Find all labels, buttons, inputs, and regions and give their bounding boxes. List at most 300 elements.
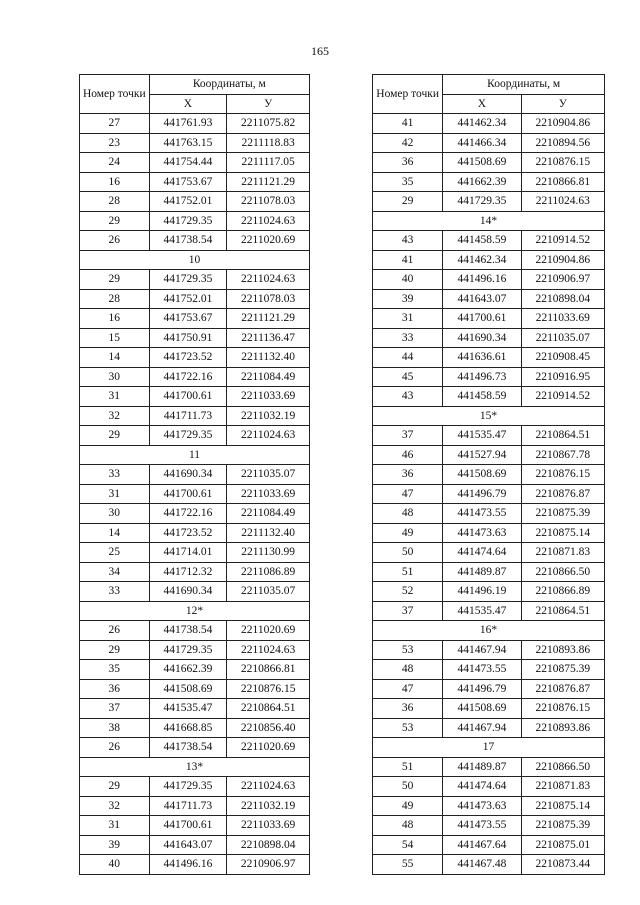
point-number-cell: 29 <box>373 192 443 212</box>
y-coordinate-cell: 2210875.39 <box>521 660 604 680</box>
point-number-cell: 49 <box>373 796 443 816</box>
group-label: 13* <box>80 757 310 777</box>
table-row <box>80 289 310 309</box>
y-coordinate-cell: 2210866.81 <box>521 172 604 192</box>
y-coordinate-cell: 2210873.44 <box>521 855 604 875</box>
x-coordinate-cell: 441508.69 <box>443 465 521 485</box>
group-label: 10 <box>80 250 310 270</box>
x-coordinate-cell: 441753.67 <box>149 172 227 192</box>
x-coordinate-cell: 441496.19 <box>443 582 521 602</box>
y-coordinate-cell: 2211121.29 <box>227 309 310 329</box>
table-row <box>373 582 605 602</box>
point-number-cell: 37 <box>373 426 443 446</box>
table-row <box>373 231 605 251</box>
y-coordinate-cell: 2210876.15 <box>521 153 604 173</box>
y-coordinate-cell: 2211035.07 <box>227 582 310 602</box>
header-y: У <box>227 94 310 114</box>
x-coordinate-cell: 441496.79 <box>443 484 521 504</box>
x-coordinate-cell: 441462.34 <box>443 250 521 270</box>
table-row <box>80 621 310 641</box>
table-row <box>373 133 605 153</box>
table-row <box>80 211 310 231</box>
y-coordinate-cell: 2211033.69 <box>521 309 604 329</box>
x-coordinate-cell: 441508.69 <box>443 153 521 173</box>
x-coordinate-cell: 441754.44 <box>149 153 227 173</box>
y-coordinate-cell: 2210871.83 <box>521 777 604 797</box>
table-row <box>373 601 605 621</box>
x-coordinate-cell: 441700.61 <box>149 484 227 504</box>
point-number-cell: 29 <box>80 270 150 290</box>
y-coordinate-cell: 2211020.69 <box>227 231 310 251</box>
y-coordinate-cell: 2211130.99 <box>227 543 310 563</box>
point-number-cell: 16 <box>80 172 150 192</box>
y-coordinate-cell: 2211035.07 <box>227 465 310 485</box>
y-coordinate-cell: 2210864.51 <box>227 699 310 719</box>
table-row <box>373 367 605 387</box>
point-number-cell: 29 <box>80 426 150 446</box>
y-coordinate-cell: 2211084.49 <box>227 367 310 387</box>
x-coordinate-cell: 441535.47 <box>443 601 521 621</box>
x-coordinate-cell: 441700.61 <box>443 309 521 329</box>
y-coordinate-cell: 2211121.29 <box>227 172 310 192</box>
y-coordinate-cell: 2211132.40 <box>227 523 310 543</box>
table-row <box>80 484 310 504</box>
point-number-cell: 14 <box>80 523 150 543</box>
x-coordinate-cell: 441700.61 <box>149 816 227 836</box>
group-row <box>373 738 605 758</box>
point-number-cell: 14 <box>80 348 150 368</box>
x-coordinate-cell: 441467.48 <box>443 855 521 875</box>
table-row <box>373 465 605 485</box>
point-number-cell: 44 <box>373 348 443 368</box>
table-row <box>373 679 605 699</box>
y-coordinate-cell: 2211033.69 <box>227 484 310 504</box>
table-row <box>373 718 605 738</box>
x-coordinate-cell: 441761.93 <box>149 114 227 134</box>
point-number-cell: 47 <box>373 484 443 504</box>
table-row <box>80 796 310 816</box>
y-coordinate-cell: 2210904.86 <box>521 114 604 134</box>
point-number-cell: 31 <box>80 484 150 504</box>
point-number-cell: 48 <box>373 660 443 680</box>
point-number-cell: 39 <box>373 289 443 309</box>
group-label: 11 <box>80 445 310 465</box>
x-coordinate-cell: 441467.64 <box>443 835 521 855</box>
x-coordinate-cell: 441729.35 <box>149 211 227 231</box>
x-coordinate-cell: 441458.59 <box>443 387 521 407</box>
group-row <box>80 601 310 621</box>
point-number-cell: 50 <box>373 543 443 563</box>
y-coordinate-cell: 2210864.51 <box>521 601 604 621</box>
y-coordinate-cell: 2211032.19 <box>227 796 310 816</box>
header-point-number: Номер точки <box>80 75 150 114</box>
group-label: 15* <box>373 406 605 426</box>
group-row <box>373 211 605 231</box>
table-row <box>373 855 605 875</box>
y-coordinate-cell: 2211024.63 <box>227 426 310 446</box>
y-coordinate-cell: 2211117.05 <box>227 153 310 173</box>
coordinates-table-left <box>79 74 310 875</box>
point-number-cell: 35 <box>80 660 150 680</box>
point-number-cell: 30 <box>80 367 150 387</box>
group-row <box>80 250 310 270</box>
x-coordinate-cell: 441700.61 <box>149 387 227 407</box>
x-coordinate-cell: 441496.73 <box>443 367 521 387</box>
x-coordinate-cell: 441474.64 <box>443 543 521 563</box>
y-coordinate-cell: 2210908.45 <box>521 348 604 368</box>
x-coordinate-cell: 441662.39 <box>149 660 227 680</box>
point-number-cell: 43 <box>373 387 443 407</box>
table-row <box>373 640 605 660</box>
x-coordinate-cell: 441473.55 <box>443 816 521 836</box>
table-row <box>373 543 605 563</box>
y-coordinate-cell: 2211024.63 <box>227 777 310 797</box>
point-number-cell: 26 <box>80 738 150 758</box>
y-coordinate-cell: 2210914.52 <box>521 231 604 251</box>
y-coordinate-cell: 2211086.89 <box>227 562 310 582</box>
point-number-cell: 36 <box>373 153 443 173</box>
table-row <box>373 777 605 797</box>
y-coordinate-cell: 2211024.63 <box>521 192 604 212</box>
x-coordinate-cell: 441723.52 <box>149 348 227 368</box>
y-coordinate-cell: 2210875.39 <box>521 816 604 836</box>
table-row <box>80 465 310 485</box>
point-number-cell: 53 <box>373 718 443 738</box>
table-row <box>80 426 310 446</box>
x-coordinate-cell: 441535.47 <box>149 699 227 719</box>
table-row <box>373 816 605 836</box>
x-coordinate-cell: 441458.59 <box>443 231 521 251</box>
table-row <box>373 114 605 134</box>
y-coordinate-cell: 2210894.56 <box>521 133 604 153</box>
table-row <box>80 777 310 797</box>
point-number-cell: 27 <box>80 114 150 134</box>
table-row <box>373 309 605 329</box>
table-row <box>80 348 310 368</box>
x-coordinate-cell: 441752.01 <box>149 289 227 309</box>
point-number-cell: 36 <box>373 699 443 719</box>
x-coordinate-cell: 441729.35 <box>149 777 227 797</box>
x-coordinate-cell: 441729.35 <box>149 426 227 446</box>
point-number-cell: 43 <box>373 231 443 251</box>
y-coordinate-cell: 2211024.63 <box>227 640 310 660</box>
x-coordinate-cell: 441763.15 <box>149 133 227 153</box>
point-number-cell: 32 <box>80 406 150 426</box>
point-number-cell: 29 <box>80 777 150 797</box>
point-number-cell: 25 <box>80 543 150 563</box>
point-number-cell: 50 <box>373 777 443 797</box>
x-coordinate-cell: 441711.73 <box>149 796 227 816</box>
group-label: 17 <box>373 738 605 758</box>
y-coordinate-cell: 2211075.82 <box>227 114 310 134</box>
x-coordinate-cell: 441466.34 <box>443 133 521 153</box>
point-number-cell: 49 <box>373 523 443 543</box>
point-number-cell: 46 <box>373 445 443 465</box>
y-coordinate-cell: 2210876.15 <box>521 699 604 719</box>
x-coordinate-cell: 441473.55 <box>443 504 521 524</box>
y-coordinate-cell: 2211024.63 <box>227 270 310 290</box>
table-row <box>80 231 310 251</box>
y-coordinate-cell: 2210856.40 <box>227 718 310 738</box>
point-number-cell: 33 <box>80 465 150 485</box>
table-row <box>80 367 310 387</box>
point-number-cell: 33 <box>80 582 150 602</box>
table-row <box>373 523 605 543</box>
y-coordinate-cell: 2211118.83 <box>227 133 310 153</box>
table-row <box>80 133 310 153</box>
x-coordinate-cell: 441508.69 <box>149 679 227 699</box>
table-row <box>373 562 605 582</box>
x-coordinate-cell: 441473.63 <box>443 523 521 543</box>
point-number-cell: 54 <box>373 835 443 855</box>
x-coordinate-cell: 441729.35 <box>149 270 227 290</box>
y-coordinate-cell: 2211032.19 <box>227 406 310 426</box>
x-coordinate-cell: 441712.32 <box>149 562 227 582</box>
y-coordinate-cell: 2210914.52 <box>521 387 604 407</box>
point-number-cell: 33 <box>373 328 443 348</box>
y-coordinate-cell: 2210866.50 <box>521 562 604 582</box>
y-coordinate-cell: 2211136.47 <box>227 328 310 348</box>
point-number-cell: 31 <box>80 387 150 407</box>
x-coordinate-cell: 441753.67 <box>149 309 227 329</box>
point-number-cell: 40 <box>373 270 443 290</box>
table-row <box>373 153 605 173</box>
point-number-cell: 55 <box>373 855 443 875</box>
page-number: 165 <box>311 44 329 58</box>
table-row <box>373 192 605 212</box>
table-row <box>80 640 310 660</box>
table-row <box>373 250 605 270</box>
point-number-cell: 23 <box>80 133 150 153</box>
table-row <box>80 114 310 134</box>
table-row <box>80 328 310 348</box>
table-row <box>80 582 310 602</box>
point-number-cell: 31 <box>373 309 443 329</box>
x-coordinate-cell: 441496.79 <box>443 679 521 699</box>
table-row <box>80 718 310 738</box>
x-coordinate-cell: 441643.07 <box>443 289 521 309</box>
y-coordinate-cell: 2211033.69 <box>227 816 310 836</box>
point-number-cell: 28 <box>80 289 150 309</box>
point-number-cell: 37 <box>373 601 443 621</box>
point-number-cell: 52 <box>373 582 443 602</box>
table-row <box>80 387 310 407</box>
y-coordinate-cell: 2210906.97 <box>521 270 604 290</box>
y-coordinate-cell: 2210867.78 <box>521 445 604 465</box>
table-row <box>373 757 605 777</box>
point-number-cell: 36 <box>373 465 443 485</box>
point-number-cell: 48 <box>373 816 443 836</box>
y-coordinate-cell: 2210864.51 <box>521 426 604 446</box>
point-number-cell: 29 <box>80 640 150 660</box>
group-label: 16* <box>373 621 605 641</box>
y-coordinate-cell: 2211084.49 <box>227 504 310 524</box>
group-row <box>80 445 310 465</box>
table-row <box>373 348 605 368</box>
y-coordinate-cell: 2210898.04 <box>227 835 310 855</box>
x-coordinate-cell: 441750.91 <box>149 328 227 348</box>
point-number-cell: 34 <box>80 562 150 582</box>
table-row <box>80 523 310 543</box>
x-coordinate-cell: 441467.94 <box>443 718 521 738</box>
point-number-cell: 28 <box>80 192 150 212</box>
y-coordinate-cell: 2210875.14 <box>521 523 604 543</box>
point-number-cell: 36 <box>80 679 150 699</box>
header-point-number: Номер точки <box>373 75 443 114</box>
x-coordinate-cell: 441722.16 <box>149 367 227 387</box>
y-coordinate-cell: 2210866.89 <box>521 582 604 602</box>
group-label: 12* <box>80 601 310 621</box>
table-row <box>80 153 310 173</box>
point-number-cell: 31 <box>80 816 150 836</box>
point-number-cell: 41 <box>373 114 443 134</box>
x-coordinate-cell: 441508.69 <box>443 699 521 719</box>
x-coordinate-cell: 441690.34 <box>149 582 227 602</box>
table-row <box>80 562 310 582</box>
table-row <box>80 738 310 758</box>
table-row <box>373 328 605 348</box>
x-coordinate-cell: 441714.01 <box>149 543 227 563</box>
y-coordinate-cell: 2210906.97 <box>227 855 310 875</box>
x-coordinate-cell: 441752.01 <box>149 192 227 212</box>
x-coordinate-cell: 441535.47 <box>443 426 521 446</box>
table-row <box>80 309 310 329</box>
table-row <box>373 289 605 309</box>
x-coordinate-cell: 441723.52 <box>149 523 227 543</box>
header-y: У <box>521 94 604 114</box>
header-x: Х <box>443 94 521 114</box>
table-row <box>80 270 310 290</box>
y-coordinate-cell: 2210904.86 <box>521 250 604 270</box>
table-row <box>80 835 310 855</box>
point-number-cell: 37 <box>80 699 150 719</box>
x-coordinate-cell: 441711.73 <box>149 406 227 426</box>
point-number-cell: 47 <box>373 679 443 699</box>
table-row <box>80 699 310 719</box>
y-coordinate-cell: 2210876.15 <box>227 679 310 699</box>
x-coordinate-cell: 441636.61 <box>443 348 521 368</box>
point-number-cell: 42 <box>373 133 443 153</box>
x-coordinate-cell: 441489.87 <box>443 562 521 582</box>
point-number-cell: 35 <box>373 172 443 192</box>
group-row <box>373 621 605 641</box>
header-coordinates: Координаты, м <box>443 75 605 95</box>
y-coordinate-cell: 2210893.86 <box>521 718 604 738</box>
point-number-cell: 45 <box>373 367 443 387</box>
point-number-cell: 32 <box>80 796 150 816</box>
y-coordinate-cell: 2210866.50 <box>521 757 604 777</box>
x-coordinate-cell: 441738.54 <box>149 621 227 641</box>
point-number-cell: 30 <box>80 504 150 524</box>
table-row <box>373 445 605 465</box>
group-row <box>373 406 605 426</box>
coordinates-table-right <box>372 74 605 875</box>
y-coordinate-cell: 2210875.39 <box>521 504 604 524</box>
y-coordinate-cell: 2210876.87 <box>521 484 604 504</box>
table-row <box>80 406 310 426</box>
x-coordinate-cell: 441729.35 <box>443 192 521 212</box>
x-coordinate-cell: 441467.94 <box>443 640 521 660</box>
x-coordinate-cell: 441738.54 <box>149 231 227 251</box>
point-number-cell: 24 <box>80 153 150 173</box>
y-coordinate-cell: 2211078.03 <box>227 289 310 309</box>
point-number-cell: 26 <box>80 231 150 251</box>
x-coordinate-cell: 441462.34 <box>443 114 521 134</box>
point-number-cell: 15 <box>80 328 150 348</box>
y-coordinate-cell: 2210893.86 <box>521 640 604 660</box>
table-row <box>373 387 605 407</box>
y-coordinate-cell: 2210898.04 <box>521 289 604 309</box>
table-row <box>80 679 310 699</box>
y-coordinate-cell: 2211020.69 <box>227 738 310 758</box>
x-coordinate-cell: 441690.34 <box>149 465 227 485</box>
y-coordinate-cell: 2211020.69 <box>227 621 310 641</box>
x-coordinate-cell: 441668.85 <box>149 718 227 738</box>
table-row <box>373 504 605 524</box>
table-row <box>80 504 310 524</box>
x-coordinate-cell: 441729.35 <box>149 640 227 660</box>
group-label: 14* <box>373 211 605 231</box>
header-coordinates: Координаты, м <box>149 75 309 95</box>
point-number-cell: 41 <box>373 250 443 270</box>
y-coordinate-cell: 2211132.40 <box>227 348 310 368</box>
point-number-cell: 39 <box>80 835 150 855</box>
point-number-cell: 51 <box>373 562 443 582</box>
x-coordinate-cell: 441473.63 <box>443 796 521 816</box>
point-number-cell: 29 <box>80 211 150 231</box>
x-coordinate-cell: 441496.16 <box>149 855 227 875</box>
x-coordinate-cell: 441496.16 <box>443 270 521 290</box>
y-coordinate-cell: 2211035.07 <box>521 328 604 348</box>
table-row <box>373 270 605 290</box>
y-coordinate-cell: 2211033.69 <box>227 387 310 407</box>
header-x: Х <box>149 94 227 114</box>
y-coordinate-cell: 2210875.01 <box>521 835 604 855</box>
y-coordinate-cell: 2210871.83 <box>521 543 604 563</box>
point-number-cell: 51 <box>373 757 443 777</box>
table-row <box>373 660 605 680</box>
point-number-cell: 48 <box>373 504 443 524</box>
table-row <box>80 172 310 192</box>
y-coordinate-cell: 2210916.95 <box>521 367 604 387</box>
table-row <box>80 543 310 563</box>
table-row <box>373 796 605 816</box>
x-coordinate-cell: 441527.94 <box>443 445 521 465</box>
group-row <box>80 757 310 777</box>
table-row <box>373 426 605 446</box>
table-row <box>373 835 605 855</box>
x-coordinate-cell: 441662.39 <box>443 172 521 192</box>
table-row <box>80 192 310 212</box>
x-coordinate-cell: 441489.87 <box>443 757 521 777</box>
y-coordinate-cell: 2211024.63 <box>227 211 310 231</box>
y-coordinate-cell: 2210866.81 <box>227 660 310 680</box>
y-coordinate-cell: 2210876.15 <box>521 465 604 485</box>
table-row <box>80 855 310 875</box>
y-coordinate-cell: 2211078.03 <box>227 192 310 212</box>
x-coordinate-cell: 441643.07 <box>149 835 227 855</box>
x-coordinate-cell: 441738.54 <box>149 738 227 758</box>
point-number-cell: 40 <box>80 855 150 875</box>
point-number-cell: 53 <box>373 640 443 660</box>
x-coordinate-cell: 441473.55 <box>443 660 521 680</box>
table-row <box>373 172 605 192</box>
x-coordinate-cell: 441690.34 <box>443 328 521 348</box>
point-number-cell: 26 <box>80 621 150 641</box>
table-row <box>80 660 310 680</box>
point-number-cell: 38 <box>80 718 150 738</box>
y-coordinate-cell: 2210876.87 <box>521 679 604 699</box>
